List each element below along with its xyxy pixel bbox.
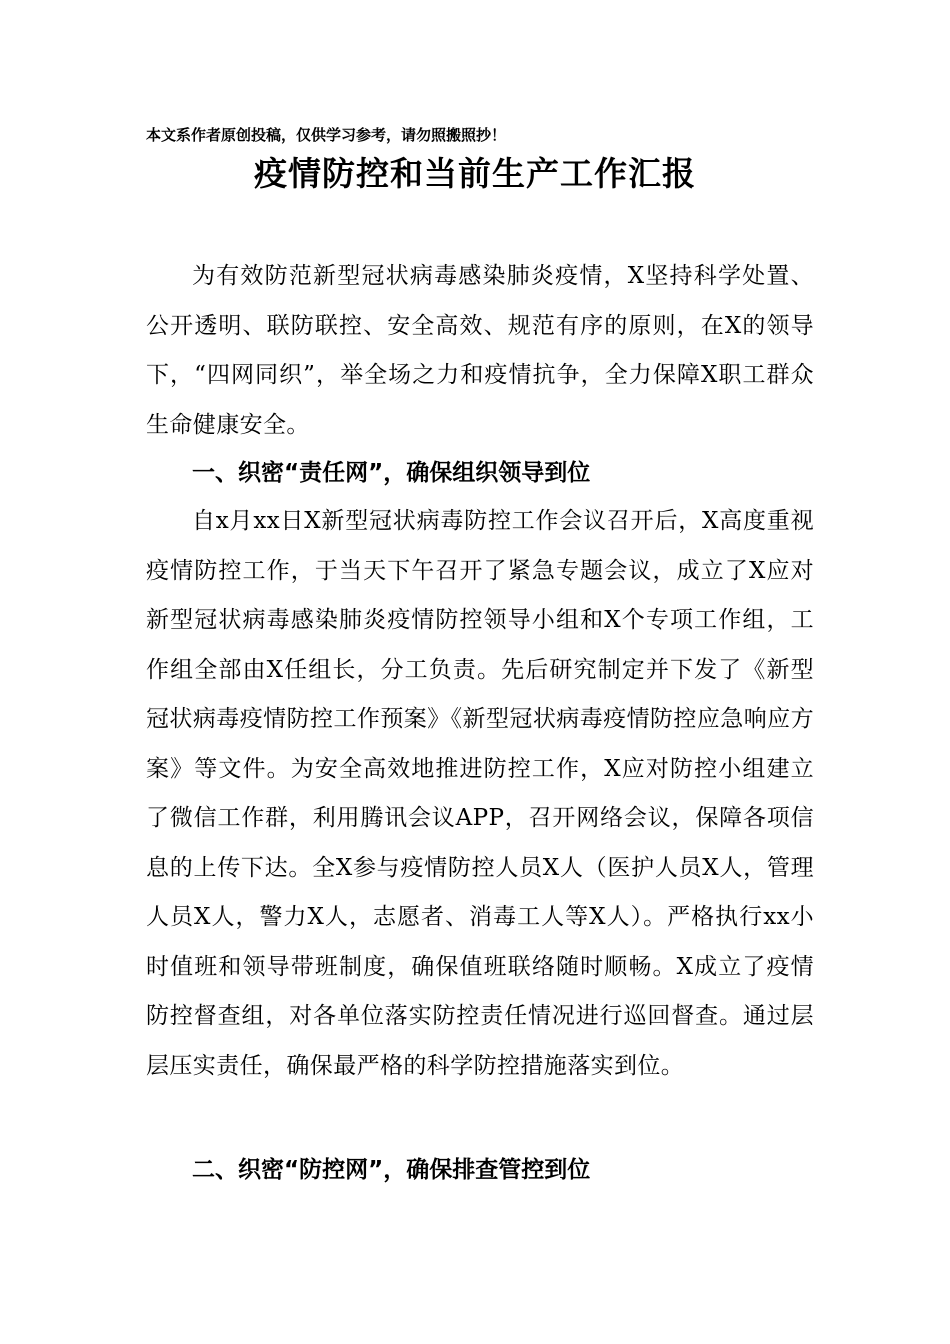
intro-paragraph: 为有效防范新型冠状病毒感染肺炎疫情，X坚持科学处置、公开透明、联防联控、安全高效、规范有序的原则，在X的领导下，“四网同织”，举全场之力和疫情抗争，全力保障X职工群众生命健康安全。: [146, 263, 814, 438]
document-title: 疫情防控和当前生产工作汇报: [254, 154, 696, 193]
section-heading-2: 二、织密“防控网”，确保排查管控到位: [192, 1157, 591, 1183]
copyright-notice: 本文系作者原创投稿，仅供学习参考，请勿照搬照抄！: [146, 126, 507, 144]
section-1-paragraph: 自x月xx日X新型冠状病毒防控工作会议召开后，X高度重视疫情防控工作，于当天下午召开了紧急专题会议，成立了X应对新型冠状病毒感染肺炎疫情防控领导小组和X个专项工作组，工作组全部由X任组长，分工负责。先后研究制定并下发了《新型冠状病毒疫情防控工作预案》《新型冠状病毒疫情防控应急响应方案》等文件。为安全高效地推进防控工作，X应对防控小组建立了微信工作群，利用腾讯会议APP，召开网络会议，保障各项信息的上传下达。全X参与疫情防控人员X人（医护人员X人，管理人员X人，警力X人，志愿者、消毒工人等X人）。严格执行xx小时值班和领导带班制度，确保值班联络随时顺畅。X成立了疫情防控督查组，对各单位落实防控责任情况进行巡回督查。通过层层压实责任，确保最严格的科学防控措施落实到位。: [146, 508, 814, 1079]
section-heading-1: 一、织密“责任网”，确保组织领导到位: [192, 460, 591, 486]
